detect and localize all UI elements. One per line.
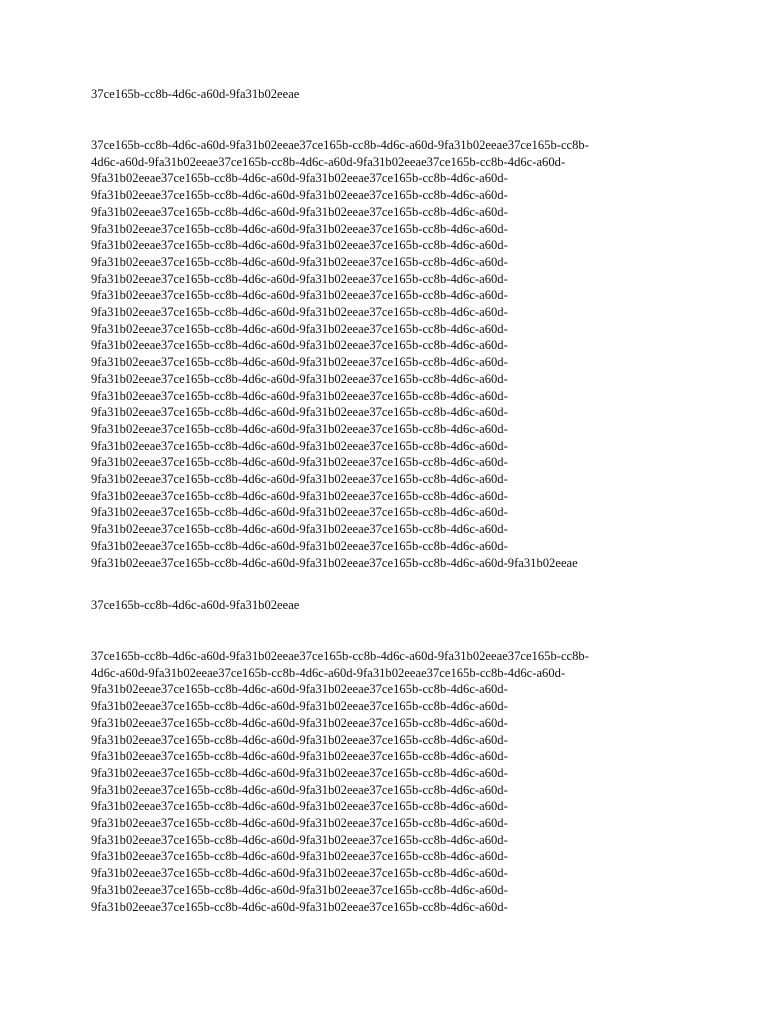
text-line: 9fa31b02eeae37ce165b-cc8b-4d6c-a60d-9fa31b02eeae37ce165b-cc8b-4d6c-a60d-9fa31b02eeae	[91, 555, 578, 570]
text-line: 9fa31b02eeae37ce165b-cc8b-4d6c-a60d-9fa31b02eeae37ce165b-cc8b-4d6c-a60d-	[91, 765, 508, 780]
text-line: 9fa31b02eeae37ce165b-cc8b-4d6c-a60d-9fa31b02eeae37ce165b-cc8b-4d6c-a60d-	[91, 488, 508, 503]
body-paragraph	[91, 648, 589, 915]
text-line: 9fa31b02eeae37ce165b-cc8b-4d6c-a60d-9fa31b02eeae37ce165b-cc8b-4d6c-a60d-	[91, 388, 508, 403]
text-line: 4d6c-a60d-9fa31b02eeae37ce165b-cc8b-4d6c-a60d-9fa31b02eeae37ce165b-cc8b-4d6c-a60d-	[91, 154, 566, 169]
text-line: 9fa31b02eeae37ce165b-cc8b-4d6c-a60d-9fa31b02eeae37ce165b-cc8b-4d6c-a60d-	[91, 816, 508, 831]
text-line: 9fa31b02eeae37ce165b-cc8b-4d6c-a60d-9fa31b02eeae37ce165b-cc8b-4d6c-a60d-	[91, 782, 508, 797]
text-line: 9fa31b02eeae37ce165b-cc8b-4d6c-a60d-9fa31b02eeae37ce165b-cc8b-4d6c-a60d-	[91, 882, 508, 897]
text-line: 9fa31b02eeae37ce165b-cc8b-4d6c-a60d-9fa31b02eeae37ce165b-cc8b-4d6c-a60d-	[91, 321, 508, 336]
text-line: 9fa31b02eeae37ce165b-cc8b-4d6c-a60d-9fa31b02eeae37ce165b-cc8b-4d6c-a60d-	[91, 455, 508, 470]
text-line: 9fa31b02eeae37ce165b-cc8b-4d6c-a60d-9fa31b02eeae37ce165b-cc8b-4d6c-a60d-	[91, 522, 508, 537]
text-line: 9fa31b02eeae37ce165b-cc8b-4d6c-a60d-9fa31b02eeae37ce165b-cc8b-4d6c-a60d-	[91, 421, 508, 436]
text-line: 9fa31b02eeae37ce165b-cc8b-4d6c-a60d-9fa31b02eeae37ce165b-cc8b-4d6c-a60d-	[91, 254, 508, 269]
text-line: 4d6c-a60d-9fa31b02eeae37ce165b-cc8b-4d6c-a60d-9fa31b02eeae37ce165b-cc8b-4d6c-a60d-	[91, 665, 566, 680]
text-line: 9fa31b02eeae37ce165b-cc8b-4d6c-a60d-9fa31b02eeae37ce165b-cc8b-4d6c-a60d-	[91, 171, 508, 186]
text-line: 9fa31b02eeae37ce165b-cc8b-4d6c-a60d-9fa31b02eeae37ce165b-cc8b-4d6c-a60d-	[91, 188, 508, 203]
text-line: 9fa31b02eeae37ce165b-cc8b-4d6c-a60d-9fa31b02eeae37ce165b-cc8b-4d6c-a60d-	[91, 305, 508, 320]
text-line: 9fa31b02eeae37ce165b-cc8b-4d6c-a60d-9fa31b02eeae37ce165b-cc8b-4d6c-a60d-	[91, 699, 508, 714]
text-line: 9fa31b02eeae37ce165b-cc8b-4d6c-a60d-9fa31b02eeae37ce165b-cc8b-4d6c-a60d-	[91, 438, 508, 453]
text-line: 9fa31b02eeae37ce165b-cc8b-4d6c-a60d-9fa31b02eeae37ce165b-cc8b-4d6c-a60d-	[91, 221, 508, 236]
text-line: 9fa31b02eeae37ce165b-cc8b-4d6c-a60d-9fa31b02eeae37ce165b-cc8b-4d6c-a60d-	[91, 371, 508, 386]
text-line: 9fa31b02eeae37ce165b-cc8b-4d6c-a60d-9fa31b02eeae37ce165b-cc8b-4d6c-a60d-	[91, 204, 508, 219]
text-line: 9fa31b02eeae37ce165b-cc8b-4d6c-a60d-9fa31b02eeae37ce165b-cc8b-4d6c-a60d-	[91, 238, 508, 253]
text-line: 9fa31b02eeae37ce165b-cc8b-4d6c-a60d-9fa31b02eeae37ce165b-cc8b-4d6c-a60d-	[91, 271, 508, 286]
text-line: 9fa31b02eeae37ce165b-cc8b-4d6c-a60d-9fa31b02eeae37ce165b-cc8b-4d6c-a60d-	[91, 832, 508, 847]
text-line: 9fa31b02eeae37ce165b-cc8b-4d6c-a60d-9fa31b02eeae37ce165b-cc8b-4d6c-a60d-	[91, 538, 508, 553]
text-line: 9fa31b02eeae37ce165b-cc8b-4d6c-a60d-9fa31b02eeae37ce165b-cc8b-4d6c-a60d-	[91, 866, 508, 881]
section-heading: 37ce165b-cc8b-4d6c-a60d-9fa31b02eeae	[91, 598, 300, 612]
text-line: 9fa31b02eeae37ce165b-cc8b-4d6c-a60d-9fa31b02eeae37ce165b-cc8b-4d6c-a60d-	[91, 355, 508, 370]
text-line: 9fa31b02eeae37ce165b-cc8b-4d6c-a60d-9fa31b02eeae37ce165b-cc8b-4d6c-a60d-	[91, 849, 508, 864]
text-line: 9fa31b02eeae37ce165b-cc8b-4d6c-a60d-9fa31b02eeae37ce165b-cc8b-4d6c-a60d-	[91, 405, 508, 420]
text-line: 9fa31b02eeae37ce165b-cc8b-4d6c-a60d-9fa31b02eeae37ce165b-cc8b-4d6c-a60d-	[91, 682, 508, 697]
text-line: 9fa31b02eeae37ce165b-cc8b-4d6c-a60d-9fa31b02eeae37ce165b-cc8b-4d6c-a60d-	[91, 899, 508, 914]
text-line: 9fa31b02eeae37ce165b-cc8b-4d6c-a60d-9fa31b02eeae37ce165b-cc8b-4d6c-a60d-	[91, 732, 508, 747]
text-line: 37ce165b-cc8b-4d6c-a60d-9fa31b02eeae37ce165b-cc8b-4d6c-a60d-9fa31b02eeae37ce165b-cc8b-	[91, 649, 589, 663]
text-line: 9fa31b02eeae37ce165b-cc8b-4d6c-a60d-9fa31b02eeae37ce165b-cc8b-4d6c-a60d-	[91, 472, 508, 487]
text-line: 9fa31b02eeae37ce165b-cc8b-4d6c-a60d-9fa31b02eeae37ce165b-cc8b-4d6c-a60d-	[91, 288, 508, 303]
text-line: 9fa31b02eeae37ce165b-cc8b-4d6c-a60d-9fa31b02eeae37ce165b-cc8b-4d6c-a60d-	[91, 799, 508, 814]
text-line: 9fa31b02eeae37ce165b-cc8b-4d6c-a60d-9fa31b02eeae37ce165b-cc8b-4d6c-a60d-	[91, 338, 508, 353]
text-line: 9fa31b02eeae37ce165b-cc8b-4d6c-a60d-9fa31b02eeae37ce165b-cc8b-4d6c-a60d-	[91, 749, 508, 764]
body-paragraph	[91, 137, 589, 571]
text-line: 9fa31b02eeae37ce165b-cc8b-4d6c-a60d-9fa31b02eeae37ce165b-cc8b-4d6c-a60d-	[91, 505, 508, 520]
section-heading: 37ce165b-cc8b-4d6c-a60d-9fa31b02eeae	[91, 87, 300, 101]
text-line: 9fa31b02eeae37ce165b-cc8b-4d6c-a60d-9fa31b02eeae37ce165b-cc8b-4d6c-a60d-	[91, 715, 508, 730]
text-line: 37ce165b-cc8b-4d6c-a60d-9fa31b02eeae37ce165b-cc8b-4d6c-a60d-9fa31b02eeae37ce165b-cc8b-	[91, 138, 589, 152]
